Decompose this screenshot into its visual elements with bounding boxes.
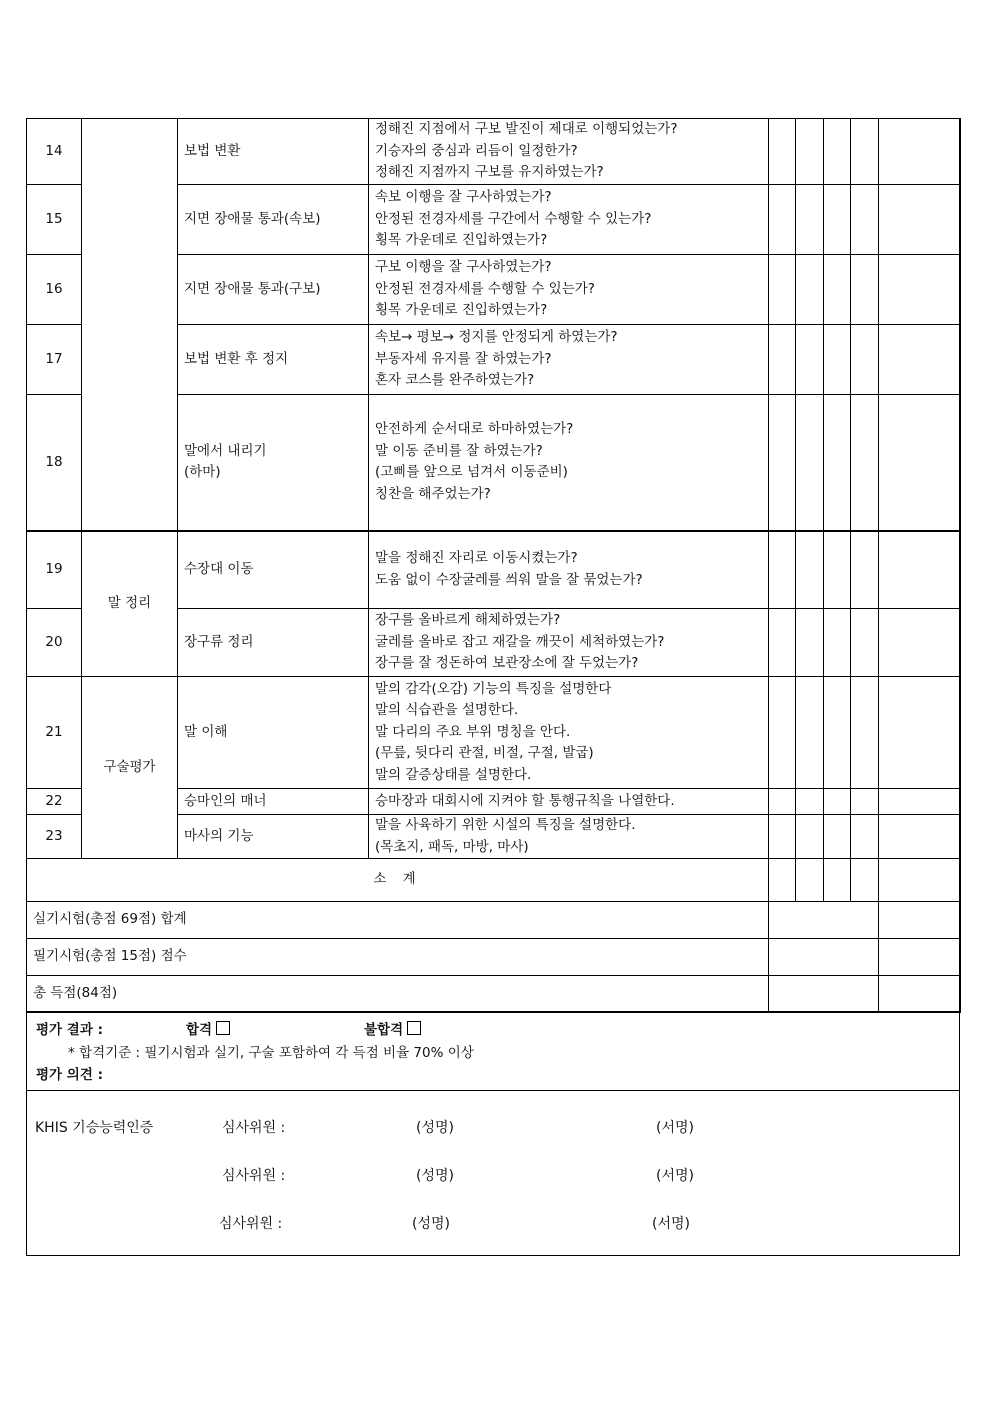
row-number: 18 — [27, 395, 82, 531]
score-cell[interactable] — [769, 395, 796, 531]
score-cell[interactable] — [824, 119, 851, 185]
score-cell[interactable] — [851, 815, 879, 859]
criteria-line: 말의 갈증상태를 설명한다. — [375, 766, 532, 783]
score-cell[interactable] — [796, 255, 824, 325]
evaluation-criteria — [369, 255, 769, 325]
score-cell[interactable] — [851, 677, 879, 789]
item-line: 수장대 이동 — [184, 561, 254, 577]
criteria-line: 구보 이행을 잘 구사하였는가? — [375, 259, 552, 276]
criteria-line: 안전하게 순서대로 하마하였는가? — [375, 421, 574, 438]
score-cell[interactable] — [769, 531, 796, 609]
score-cell[interactable] — [851, 185, 879, 255]
subtotal-label: 소 계 — [27, 859, 769, 902]
item-line: 말 이해 — [184, 723, 228, 740]
score-cell[interactable] — [769, 185, 796, 255]
score-cell[interactable] — [879, 185, 961, 255]
criteria-line: 승마장과 대회시에 지켜야 할 통행규칙을 나열한다. — [375, 792, 675, 809]
evaluation-item — [178, 789, 369, 815]
score-cell[interactable] — [851, 395, 879, 531]
criteria-line: 장구를 잘 정돈하여 보관장소에 잘 두었는가? — [375, 655, 639, 672]
score-cell[interactable] — [879, 395, 961, 531]
score-cell[interactable] — [769, 255, 796, 325]
score-cell[interactable] — [769, 815, 796, 859]
score-cell[interactable] — [824, 859, 851, 902]
score-cell[interactable] — [824, 325, 851, 395]
score-cell[interactable] — [796, 815, 824, 859]
summary-label: 필기시험(총점 15점) 점수 — [27, 939, 769, 976]
item-line: 보법 변환 후 정지 — [184, 350, 289, 367]
item-line: (하마) — [184, 464, 221, 481]
examiner-role-1: 심사위원 : — [222, 1120, 286, 1136]
pass-checkbox[interactable] — [216, 1021, 230, 1035]
criteria-line: 횡목 가운데로 진입하였는가? — [375, 302, 548, 319]
criteria-line: 말 다리의 주요 부위 명칭을 안다. — [375, 723, 571, 740]
item-line: 마사의 기능 — [184, 827, 254, 844]
score-cell[interactable] — [851, 255, 879, 325]
result-section — [26, 1011, 960, 1091]
score-cell[interactable] — [851, 531, 879, 609]
pass-criteria: * 합격기준 : 필기시험과 실기, 구술 포함하여 각 득점 비율 70% 이상 — [68, 1045, 474, 1061]
score-cell[interactable] — [824, 815, 851, 859]
score-cell[interactable] — [824, 255, 851, 325]
score-cell[interactable] — [824, 677, 851, 789]
criteria-line: 속보→ 평보→ 정지를 안정되게 하였는가? — [375, 329, 618, 346]
score-cell[interactable] — [851, 789, 879, 815]
score-cell[interactable] — [879, 815, 961, 859]
score-cell[interactable] — [796, 859, 824, 902]
table-row — [27, 677, 961, 789]
score-cell[interactable] — [824, 185, 851, 255]
evaluation-item — [178, 395, 369, 531]
criteria-line: 굴레를 올바로 잡고 재갈을 깨끗이 세척하였는가? — [375, 633, 665, 650]
evaluation-criteria — [369, 395, 769, 531]
criteria-line: 말을 사육하기 위한 시설의 특징을 설명한다. — [375, 817, 636, 833]
examiner-name-3: (성명) — [412, 1216, 450, 1232]
examiner-sign-3: (서명) — [652, 1216, 690, 1232]
evaluation-criteria — [369, 609, 769, 677]
item-line: 지면 장애물 통과(속보) — [184, 210, 321, 227]
summary-score-cell[interactable] — [769, 902, 879, 939]
criteria-line: 칭찬을 해주었는가? — [375, 485, 491, 502]
category-oral-eval: 구술평가 — [82, 677, 178, 859]
fail-checkbox[interactable] — [407, 1021, 421, 1035]
row-number: 20 — [27, 609, 82, 677]
score-cell[interactable] — [879, 531, 961, 609]
score-cell[interactable] — [796, 119, 824, 185]
summary-score-cell[interactable] — [769, 976, 879, 1013]
org-label: KHIS 기승능력인증 — [35, 1120, 154, 1136]
score-cell[interactable] — [769, 609, 796, 677]
examiner-role-2: 심사위원 : — [222, 1168, 286, 1184]
row-number: 22 — [27, 789, 82, 815]
summary-label: 총 득점(84점) — [27, 976, 769, 1013]
evaluation-criteria — [369, 325, 769, 395]
score-cell[interactable] — [879, 859, 961, 902]
table-row — [27, 531, 961, 609]
score-cell[interactable] — [796, 609, 824, 677]
criteria-line: 안정된 전경자세를 구간에서 수행할 수 있는가? — [375, 210, 652, 227]
criteria-line: 기승자의 중심과 리듬이 일정한가? — [375, 142, 578, 159]
row-number: 14 — [27, 119, 82, 185]
criteria-line: 말 이동 준비를 잘 하였는가? — [375, 442, 543, 459]
opinion-label: 평가 의견 : — [36, 1067, 103, 1083]
criteria-line: (무릎, 뒷다리 관절, 비절, 구절, 발굽) — [375, 745, 594, 762]
evaluation-item — [178, 815, 369, 859]
criteria-line: 말을 정해진 자리로 이동시켰는가? — [375, 550, 578, 567]
evaluation-item — [178, 531, 369, 609]
row-number: 19 — [27, 531, 82, 609]
category-cell — [82, 119, 178, 531]
score-cell[interactable] — [879, 325, 961, 395]
criteria-line: 혼자 코스를 완주하였는가? — [375, 372, 535, 389]
row-number: 23 — [27, 815, 82, 859]
score-cell[interactable] — [769, 859, 796, 902]
criteria-line: 부동자세 유지를 잘 하였는가? — [375, 350, 552, 367]
row-number: 17 — [27, 325, 82, 395]
evaluation-criteria — [369, 789, 769, 815]
row-number: 15 — [27, 185, 82, 255]
criteria-line: 속보 이행을 잘 구사하였는가? — [375, 189, 552, 206]
summary-label: 실기시험(총점 69점) 합계 — [27, 902, 769, 939]
summary-extra-cell[interactable] — [879, 939, 961, 976]
summary-extra-cell[interactable] — [879, 976, 961, 1013]
evaluation-table — [26, 118, 961, 1013]
criteria-line: 횡목 가운데로 진입하였는가? — [375, 232, 548, 249]
fail-option[interactable] — [364, 1018, 421, 1038]
criteria-line: 장구를 올바르게 해체하였는가? — [375, 612, 561, 629]
evaluation-criteria — [369, 531, 769, 609]
score-cell[interactable] — [851, 325, 879, 395]
score-cell[interactable] — [796, 531, 824, 609]
item-line: 보법 변환 — [184, 142, 241, 159]
evaluation-item — [178, 119, 369, 185]
evaluation-item — [178, 677, 369, 789]
evaluation-item — [178, 609, 369, 677]
score-cell[interactable] — [824, 395, 851, 531]
score-cell[interactable] — [879, 119, 961, 185]
examiner-sign-1: (서명) — [656, 1120, 694, 1136]
score-cell[interactable] — [796, 395, 824, 531]
criteria-line: 정해진 지점까지 구보를 유지하였는가? — [375, 164, 604, 181]
summary-score-cell[interactable] — [769, 939, 879, 976]
evaluation-criteria — [369, 119, 769, 185]
score-cell[interactable] — [769, 677, 796, 789]
score-cell[interactable] — [851, 119, 879, 185]
criteria-line: 말의 식습관을 설명한다. — [375, 702, 519, 719]
score-cell[interactable] — [796, 185, 824, 255]
examiner-sign-2: (서명) — [656, 1168, 694, 1184]
signature-section — [26, 1090, 960, 1256]
score-cell[interactable] — [769, 119, 796, 185]
criteria-line: (고삐를 앞으로 넘겨서 이동준비) — [375, 464, 568, 481]
total-score-row — [27, 976, 961, 1013]
item-line: 지면 장애물 통과(구보) — [184, 280, 321, 297]
item-line: 승마인의 매너 — [184, 792, 267, 809]
score-cell[interactable] — [769, 789, 796, 815]
score-cell[interactable] — [824, 789, 851, 815]
rows-body — [27, 119, 961, 1013]
score-cell[interactable] — [796, 325, 824, 395]
result-label: 평가 결과 : — [36, 1022, 103, 1038]
item-line: 말에서 내리기 — [184, 442, 267, 459]
evaluation-criteria — [369, 185, 769, 255]
score-cell[interactable] — [824, 531, 851, 609]
criteria-line: (목초지, 패독, 마방, 마사) — [375, 838, 529, 855]
item-line: 장구류 정리 — [184, 633, 254, 650]
score-cell[interactable] — [879, 609, 961, 677]
evaluation-item — [178, 185, 369, 255]
practical-total-row — [27, 902, 961, 939]
score-cell[interactable] — [796, 789, 824, 815]
examiner-name-1: (성명) — [416, 1120, 454, 1136]
score-cell[interactable] — [851, 859, 879, 902]
pass-label: 합격 — [186, 1022, 213, 1038]
examiner-role-3: 심사위원 : — [219, 1216, 283, 1232]
table-row — [27, 119, 961, 185]
score-cell[interactable] — [851, 609, 879, 677]
row-number: 21 — [27, 677, 82, 789]
score-cell[interactable] — [824, 609, 851, 677]
score-cell[interactable] — [769, 325, 796, 395]
criteria-line: 안정된 전경자세를 수행할 수 있는가? — [375, 280, 595, 297]
written-score-row — [27, 939, 961, 976]
score-cell[interactable] — [879, 789, 961, 815]
score-cell[interactable] — [879, 255, 961, 325]
subtotal-row — [27, 859, 961, 902]
evaluation-criteria — [369, 815, 769, 859]
examiner-name-2: (성명) — [416, 1168, 454, 1184]
criteria-line: 도움 없이 수장굴레를 씌워 말을 잘 묶었는가? — [375, 571, 643, 588]
row-number: 16 — [27, 255, 82, 325]
evaluation-item — [178, 325, 369, 395]
category-horse-care: 말 정리 — [82, 531, 178, 677]
criteria-line: 말의 감각(오감) 기능의 특징을 설명한다 — [375, 680, 612, 697]
evaluation-item — [178, 255, 369, 325]
score-cell[interactable] — [879, 677, 961, 789]
fail-label: 불합격 — [364, 1022, 404, 1038]
score-cell[interactable] — [796, 677, 824, 789]
pass-option[interactable] — [186, 1018, 230, 1038]
criteria-line: 정해진 지점에서 구보 발진이 제대로 이행되었는가? — [375, 121, 678, 138]
evaluation-criteria — [369, 677, 769, 789]
summary-extra-cell[interactable] — [879, 902, 961, 939]
